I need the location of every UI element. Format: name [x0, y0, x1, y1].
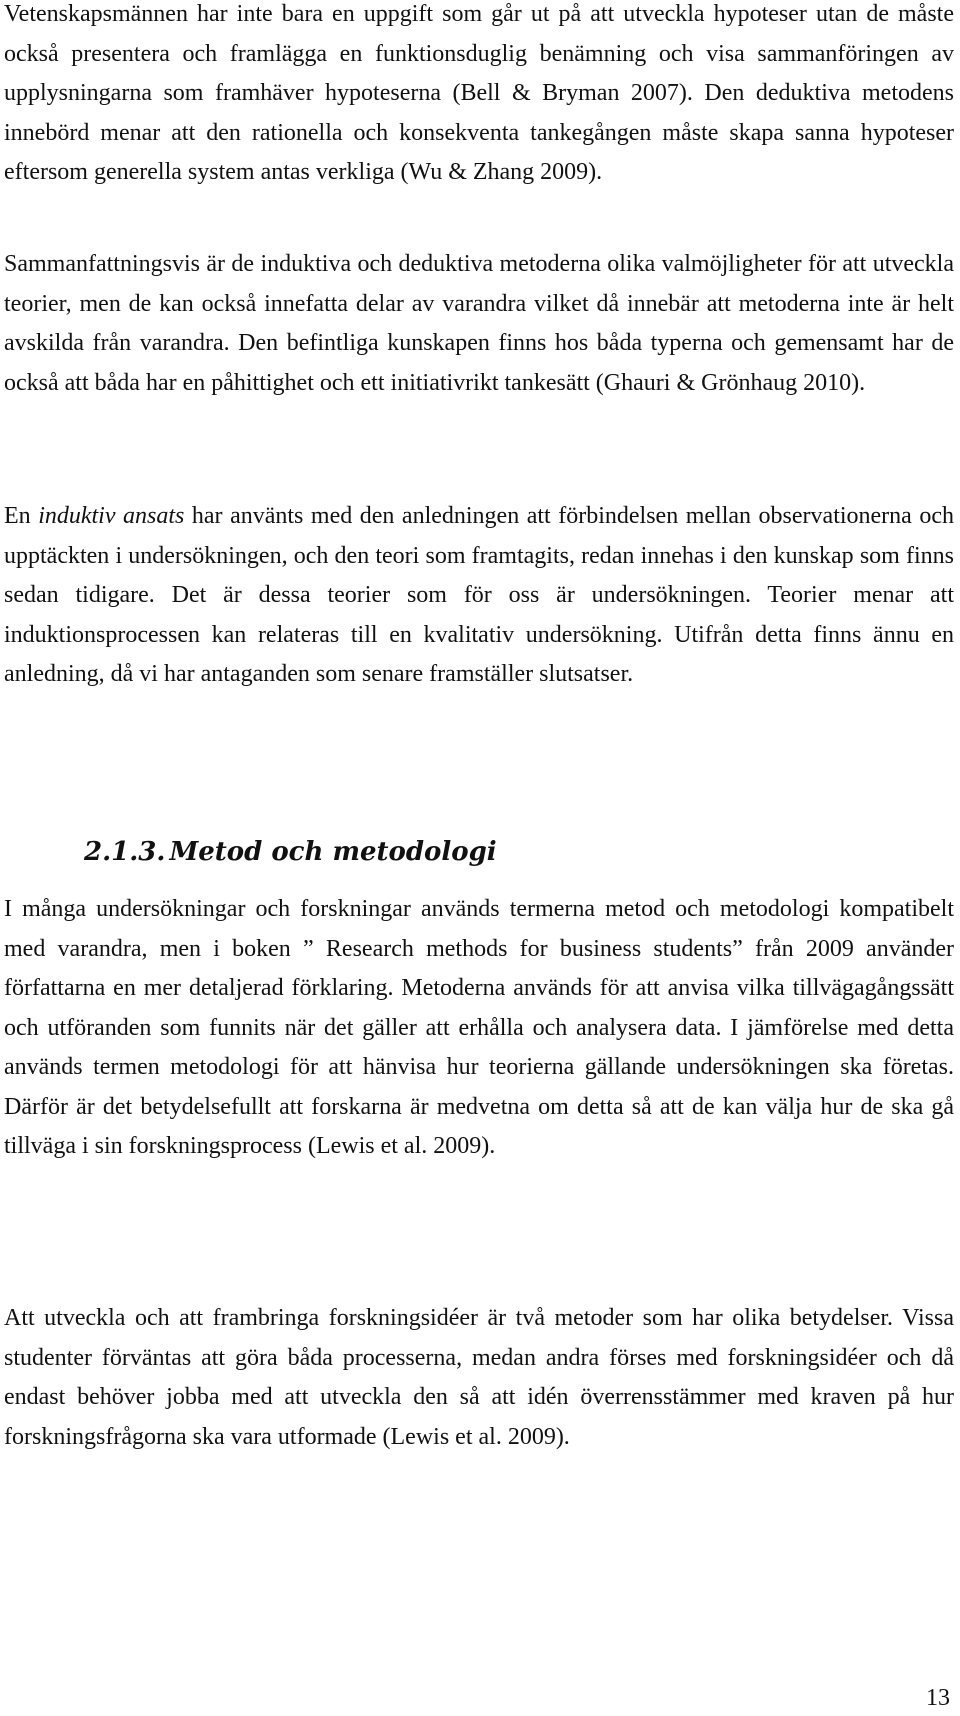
paragraph-text: har använts med den anledningen att förbindelsen mellan observationerna och upptäckten i undersökningen, och den teori som framtagits, redan innehas i den kunskap som finns sedan tidigare. Det är dessa teorier som för oss är undersökningen. Teorier menar att induktionsprocessen kan relateras till en kvalitativ undersökning. Utifrån detta finns ännu en anledning, då vi har antaganden som senare framställer slutsatser. [4, 503, 955, 687]
paragraph-summary [4, 245, 954, 403]
paragraph-research-ideas [4, 1299, 954, 1457]
paragraph-inductive-approach [4, 497, 954, 695]
page-number: 13 [926, 1685, 950, 1711]
section-title: Metod och metodologi [169, 837, 497, 867]
section-heading [84, 835, 497, 869]
italic-term: induktiv ansats [38, 503, 185, 529]
paragraph-text: Att utveckla och att frambringa forskningsidéer är två metoder som har olika betydelser. Vissa studenter förväntas att göra båda processerna, medan andra förses med forskningsidéer och då endast behöver jobba med att utveckla den så att idén överrensstämmer med kraven på hur forskningsfrågorna ska vara utformade (Lewis et al. 2009). [4, 1305, 954, 1450]
paragraph-lead-text: En [4, 503, 39, 529]
section-number: 2.1.3. [84, 837, 166, 867]
paragraph-text: Sammanfattningsvis är de induktiva och deduktiva metoderna olika valmöjligheter för att utveckla teorier, men de kan också innefatta delar av varandra vilket då innebär att metoderna inte är helt avskilda från varandra. Den befintliga kunskapen finns hos båda typerna och gemensamt har de också att båda har en påhittighet och ett initiativrikt tankesätt (Ghauri & Grönhaug 2010). [4, 251, 954, 396]
paragraph-text: Vetenskapsmännen har inte bara en uppgift som går ut på att utveckla hypoteser utan de måste också presentera och framlägga en funktionsduglig benämning och visa sammanföringen av upplysningarna som framhäver hypoteserna (Bell & Bryman 2007). Den deduktiva metodens innebörd menar att den rationella och konsekventa tankegången måste skapa sanna hypoteser eftersom generella system antas verkliga (Wu & Zhang 2009). [4, 1, 954, 185]
paragraph-method-methodology [4, 890, 954, 1167]
paragraph-hypotheses [4, 0, 954, 193]
paragraph-text: I många undersökningar och forskningar används termerna metod och metodologi kompatibelt med varandra, men i boken ” Research methods for business students” från 2009 använder författarna en mer detaljerad förklaring. Metoderna används för att anvisa vilka tillvägagångssätt och utföranden som funnits när det gäller att erhålla och analysera data. I jämförelse med detta används termen metodologi för att hänvisa hur teorierna gällande undersökningen ska företas. Därför är det betydelsefullt att forskarna är medvetna om detta så att de kan välja hur de ska gå tillväga i sin forskningsprocess (Lewis et al. 2009). [4, 896, 954, 1159]
